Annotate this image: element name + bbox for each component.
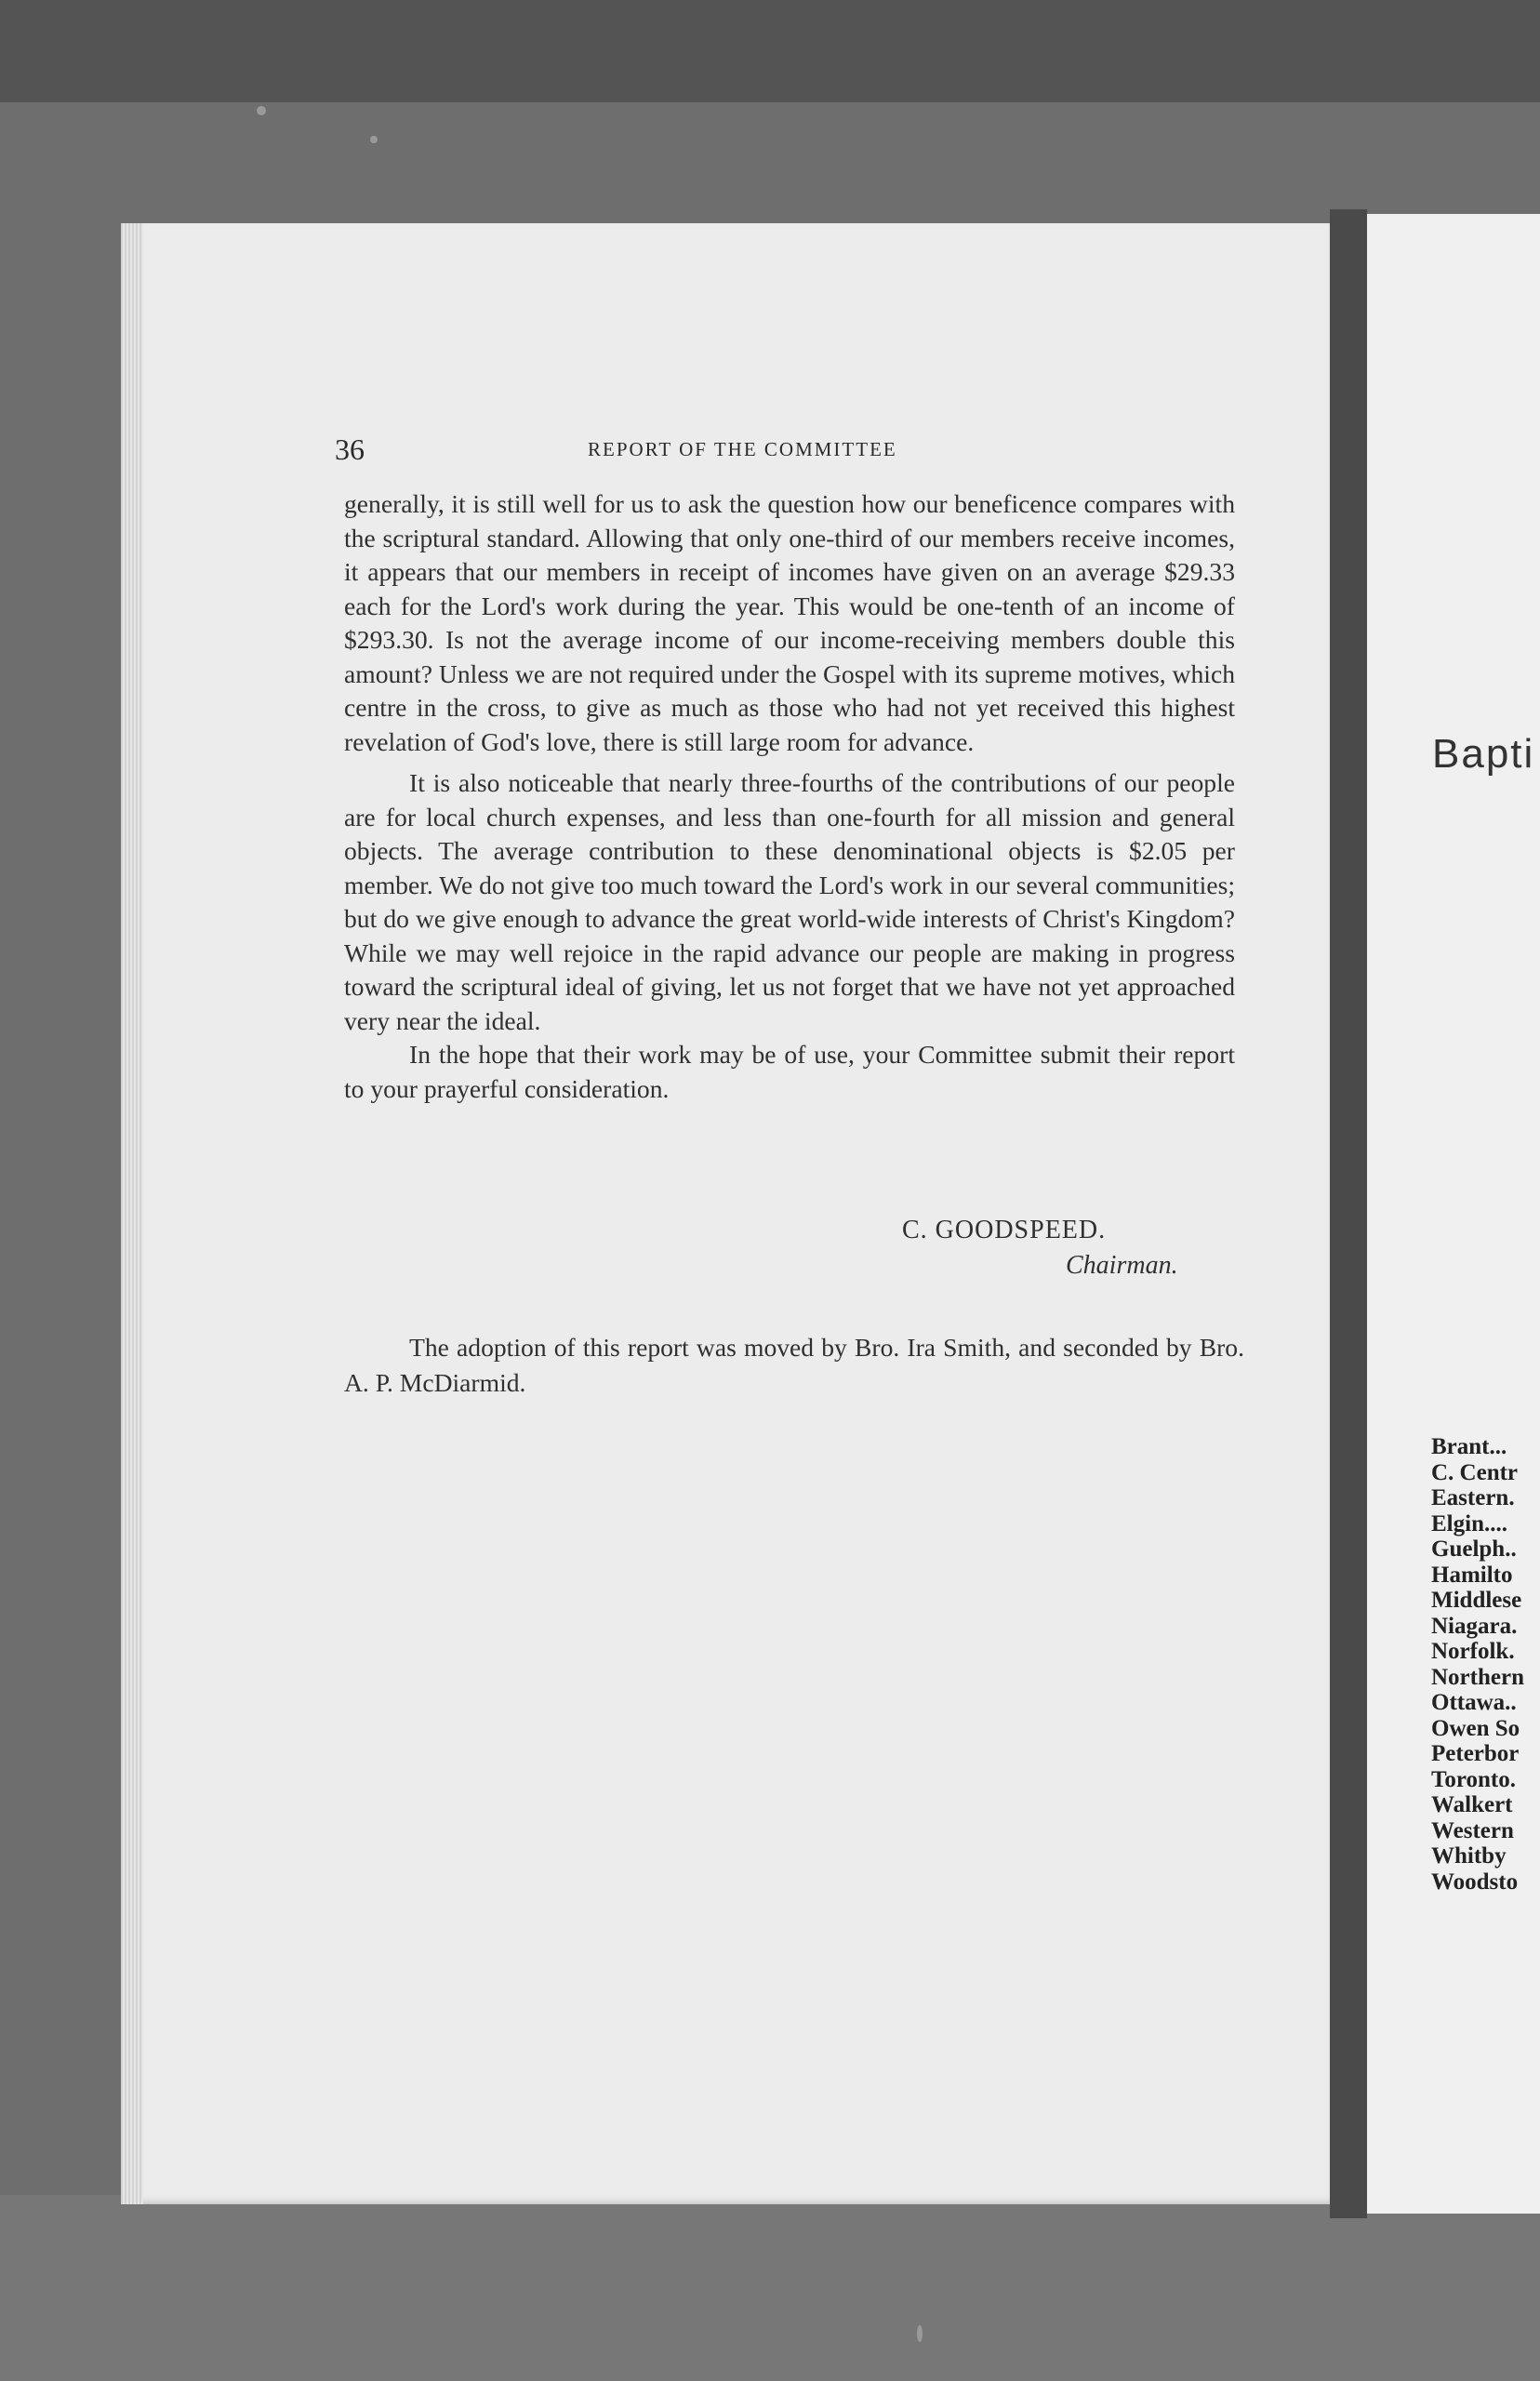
scan-blemish: [917, 2325, 923, 2342]
signature-name: C. GOODSPEED.: [902, 1216, 1107, 1244]
district-item: Walkert: [1431, 1792, 1513, 1817]
scan-background-bottom: [0, 2195, 1540, 2381]
body-text: [344, 487, 1235, 1106]
district-item: Eastern.: [1431, 1485, 1515, 1510]
running-title: REPORT OF THE COMMITTEE: [588, 438, 897, 460]
paragraph: It is also noticeable that nearly three-fourths of the contributions of our people are for local church expenses, and less than one-fourth for all mission and general objects. The average contribution to these denominational objects is $2.05 per member. We do not give too much toward the Lord's work in our several communities; but do we give enough to advance the great world-wide interests of Christ's Kingdom? While we may well rejoice in the rapid advance our people are making in progress toward the scriptural ideal of giving, let us not forget that we have not yet approached very near the ideal.: [344, 768, 1235, 1035]
signature-title: Chairman.: [1066, 1251, 1178, 1280]
paragraph: In the hope that their work may be of use, your Committee submit their report to your prayerful consideration.: [344, 1040, 1235, 1103]
district-item: Peterbor: [1431, 1741, 1520, 1766]
district-item: C. Centr: [1431, 1459, 1519, 1485]
district-item: Guelph..: [1431, 1536, 1517, 1562]
district-item: Western: [1431, 1817, 1514, 1843]
district-item: Northern: [1431, 1664, 1524, 1690]
district-item: Brant...: [1431, 1434, 1507, 1459]
district-item: Whitby: [1431, 1843, 1507, 1869]
district-list: [1431, 1434, 1524, 1895]
right-page-heading: Bapti: [1432, 731, 1535, 777]
paragraph: generally, it is still well for us to ask the question how our beneficence compares with the scriptural standard. Allowing that only one-third of our members receive incomes, it appears that our members in receipt of incomes have given on an average $29.33 each for the Lord's work during the year. This would be one-tenth of an income of $293.30. Is not the average income of our income-receiving members double this amount? Unless we are not required under the Gospel with its supreme motives, which centre in the cross, to give as much as those who had not yet received this highest revelation of God's love, there is still large room for advance.: [344, 489, 1235, 756]
district-item: Elgin....: [1431, 1510, 1507, 1536]
right-page: [1367, 214, 1540, 2214]
scan-blemish: [370, 136, 378, 143]
district-item: Toronto.: [1431, 1766, 1517, 1792]
district-item: Hamilto: [1431, 1562, 1513, 1588]
page-number: 36: [335, 432, 365, 466]
district-item: Niagara.: [1431, 1613, 1518, 1639]
adoption-note: The adoption of this report was moved by Bro. Ira Smith, and seconded by Bro. A. P. McDiarmid.: [344, 1332, 1244, 1397]
running-head: [335, 432, 1246, 470]
district-item: Woodsto: [1431, 1869, 1519, 1895]
district-item: Ottawa..: [1431, 1690, 1517, 1715]
scan-background-top: [0, 0, 1540, 102]
book-gutter: [1330, 209, 1367, 2218]
district-item: Owen So: [1431, 1715, 1520, 1741]
signature-block: [344, 1213, 1235, 1284]
page-stack-edge: [121, 223, 143, 2204]
district-item: Norfolk.: [1431, 1639, 1515, 1664]
district-item: Middlese: [1431, 1588, 1522, 1613]
scan-blemish: [257, 106, 266, 115]
